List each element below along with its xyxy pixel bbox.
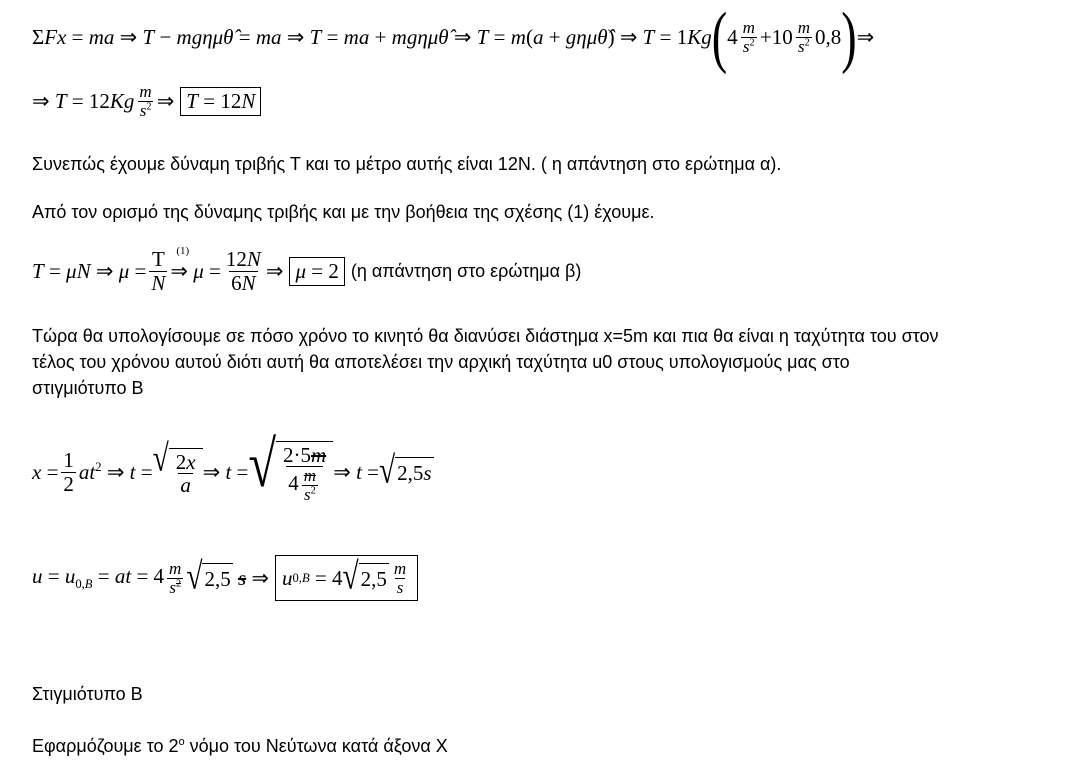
equation-time-calculation: x = $\frac{1}{2}$ $at^2$ ⇒ t = √ $\frac{2x}{a}$ ⇒ t = √ 2·5m 4 $\frac{m}{s^2}$ ⇒ t = √ 2,5 s — [32, 427, 432, 504]
equation-tension-result: ⇒ T = 12Kg $\frac{m}{s^2}$ ⇒ T = 12 N — [32, 78, 261, 124]
paragraph-time-line2: τέλος του χρόνου αυτού διότι αυτή θα αποτελέσει την αρχική ταχύτητα u0 στους υπολογισμούς μας στο — [32, 352, 850, 372]
answer-beta-note: (η απάντηση στο ερώτημα β) — [350, 260, 582, 281]
paragraph-friction-definition: Από τον ορισμό της δύναμης τριβής και με την βοήθεια της σχέσης (1) έχουμε. — [32, 202, 655, 222]
paragraph-newton-second-law-x: Εφαρμόζουμε το $2^o$ νόμο του Νεύτωνα κατά άξονα Χ — [32, 736, 448, 756]
paragraph-time-line1: Τώρα θα υπολογίσουμε σε πόσο χρόνο το κινητό θα διανύσει διάστημα x=5m και πια θα είναι η ταχύτητα του στον — [32, 326, 939, 346]
paragraph-friction-result: Συνεπώς έχουμε δύναμη τριβής Τ και το μέτρο αυτής είναι 12Ν. ( η απάντηση στο ερώτημα α). — [32, 154, 782, 174]
equation-friction-coefficient: T = μN ⇒ μ = $\frac{T}{N}$ ⇒ (1) μ = $\frac{12N}{6N}$ ⇒ μ = 2 (η απάντηση στο ερώτημα β) — [32, 244, 582, 295]
equation-velocity-calculation: $u = u_{0,B}$ = at = 4 $\frac{m}{s^2}$ √ 2,5 s ⇒ u 0,B = 4 √ 2,5 $\frac{m}{s}$ — [32, 548, 418, 608]
equation-newton-second-law: ΣFx = ma ⇒ T − mgημθ̂ = ma ⇒ T = ma + mgημθ̂ ⇒ T = m(a + gημθ̂) ⇒ T = 1Kg ( 4 $\frac{m}{s^2}$ +10 $\frac{m}{s^2}$ 0,8 ) ⇒ — [32, 0, 875, 75]
paragraph-time-line3: στιγμιότυπο Β — [32, 378, 144, 398]
heading-snapshot-b: Στιγμιότυπο Β — [32, 684, 143, 704]
